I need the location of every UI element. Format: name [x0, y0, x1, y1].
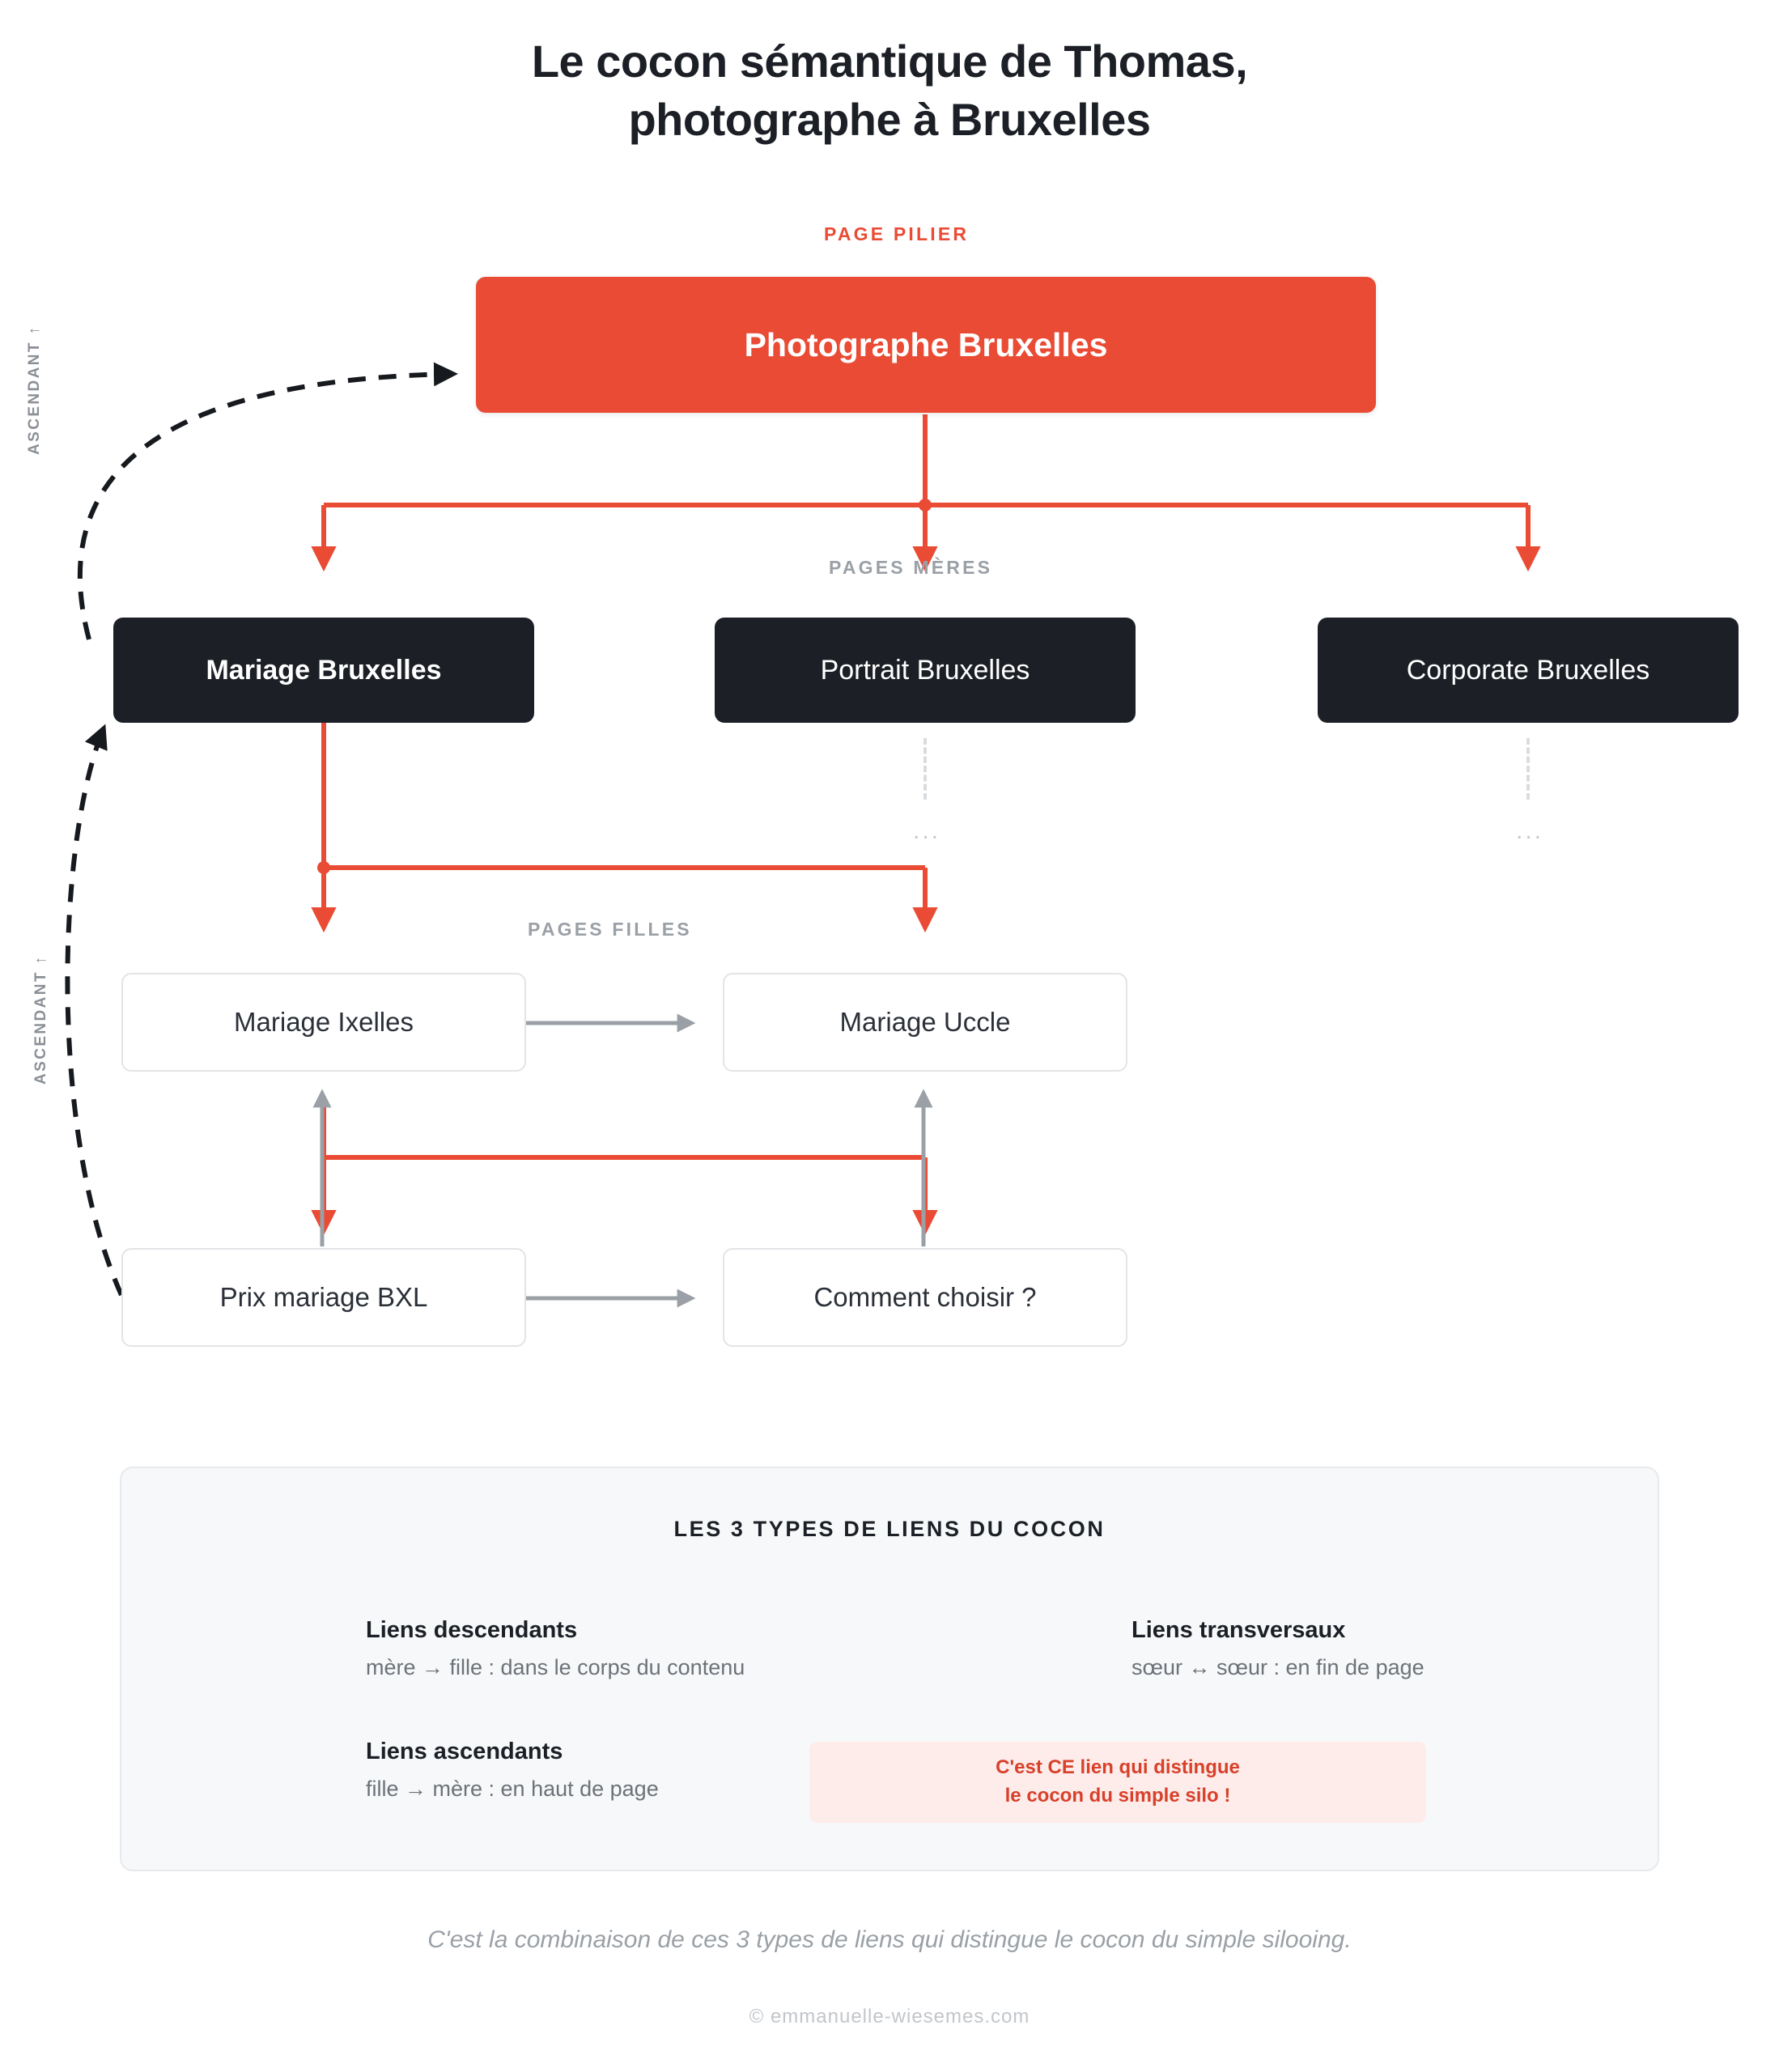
page-title-line2: photographe à Bruxelles: [628, 93, 1151, 145]
label-ascendant-top: ASCENDANT ↑: [26, 325, 43, 455]
node-fille-mariage-ixelles[interactable]: [121, 973, 526, 1072]
legend-callout: [809, 1742, 1426, 1823]
label-pages-meres: PAGES MÈRES: [829, 557, 993, 578]
node-mere-corporate-bruxelles[interactable]: [1318, 618, 1739, 723]
node-fille-comment-choisir[interactable]: [723, 1248, 1127, 1347]
label-page-pilier: PAGE PILIER: [824, 223, 970, 244]
node-pillar[interactable]: [476, 277, 1376, 413]
node-mere-mariage-bruxelles[interactable]: [113, 618, 534, 723]
ellipsis-1: ...: [913, 817, 941, 844]
footnote: C'est la combinaison de ces 3 types de liens qui distingue le cocon du simple silooing.: [427, 1926, 1352, 1953]
legend-item-descendant-sub: mère → fille : dans le corps du contenu: [366, 1655, 745, 1679]
legend-callout-line2: le cocon du simple silo !: [1004, 1785, 1231, 1807]
legend-item-descendant-head: Liens descendants: [366, 1617, 578, 1643]
credit: © emmanuelle-wiesemes.com: [749, 2006, 1030, 2027]
node-fille-label-2: Mariage Uccle: [839, 1007, 1011, 1037]
node-fille-label-3: Prix mariage BXL: [219, 1282, 428, 1312]
legend-item-descendant: [366, 1617, 745, 1680]
label-ascendant-bottom: ASCENDANT ↑: [32, 954, 49, 1085]
legend-item-ascendant: [366, 1739, 659, 1802]
legend-callout-line1: C'est CE lien qui distingue: [996, 1756, 1240, 1779]
node-mere-label-2: Portrait Bruxelles: [820, 654, 1030, 686]
legend-title: LES 3 TYPES DE LIENS DU COCON: [673, 1517, 1106, 1541]
node-mere-label-1: Mariage Bruxelles: [206, 654, 442, 686]
dashed-continuation-2: [1526, 738, 1530, 800]
node-mere-portrait-bruxelles[interactable]: [715, 618, 1136, 723]
legend-item-transversal: [1132, 1617, 1424, 1680]
node-mere-label-3: Corporate Bruxelles: [1406, 654, 1650, 686]
node-fille-mariage-uccle[interactable]: [723, 973, 1127, 1072]
legend-item-transversal-sub: sœur ↔ sœur : en fin de page: [1132, 1655, 1424, 1679]
node-pillar-label: Photographe Bruxelles: [744, 325, 1108, 363]
node-fille-prix-mariage-bxl[interactable]: [121, 1248, 526, 1347]
node-fille-label-1: Mariage Ixelles: [234, 1007, 414, 1037]
legend-item-ascendant-sub: fille → mère : en haut de page: [366, 1777, 659, 1801]
legend-item-transversal-head: Liens transversaux: [1132, 1617, 1346, 1643]
label-pages-filles: PAGES FILLES: [528, 919, 692, 940]
node-fille-label-4: Comment choisir ?: [813, 1282, 1037, 1312]
page-title: [0, 32, 1779, 148]
page-title-line1: Le cocon sémantique de Thomas,: [531, 36, 1248, 87]
legend-item-ascendant-head: Liens ascendants: [366, 1739, 563, 1764]
dashed-continuation-1: [923, 738, 927, 800]
ellipsis-2: ...: [1516, 817, 1544, 844]
